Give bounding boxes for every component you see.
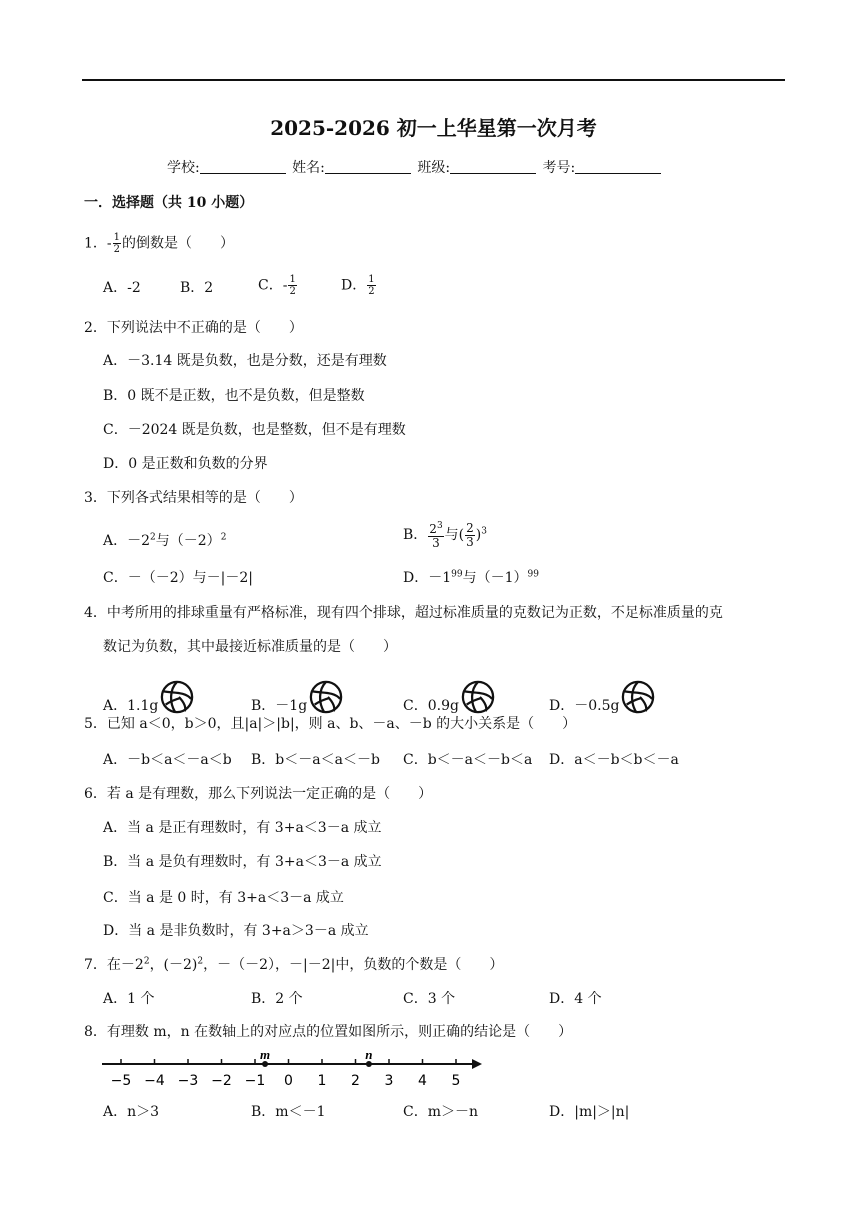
q3-a-sup1: 2: [150, 532, 156, 543]
tick-label: 5: [451, 1073, 461, 1089]
q3-b-frac1: [428, 520, 443, 550]
q2-option-d[interactable]: D．0 是正数和负数的分界: [103, 456, 268, 472]
class-label: 班级:: [417, 160, 451, 176]
q4-c-text: C．0.9g: [403, 698, 459, 714]
q3-b-sup-a: 3: [436, 521, 443, 531]
question-1: [84, 232, 234, 255]
q7-option-a[interactable]: A．1 个: [103, 991, 155, 1007]
section-heading: 一．选择题（共 10 小题）: [84, 195, 254, 211]
tick-label: 1: [317, 1073, 327, 1089]
q8-option-b[interactable]: B．m＜－1: [251, 1104, 326, 1120]
tick-label: −2: [211, 1073, 232, 1089]
q2-option-b[interactable]: B．0 既不是正数，也不是负数，但是整数: [103, 388, 365, 404]
tick-label: −1: [244, 1073, 266, 1089]
question-5: 5．已知 a＜0，b＞0，且|a|＞|b|，则 a、b、－a、－b 的大小关系是（ ）: [84, 716, 577, 732]
question-7: [84, 954, 503, 974]
q7-option-c[interactable]: C．3 个: [403, 991, 456, 1007]
q4-option-a[interactable]: [103, 680, 194, 715]
q3-b-sup-b: 3: [481, 526, 487, 537]
q6-option-b[interactable]: B．当 a 是负有理数时，有 3+a＜3－a 成立: [103, 854, 382, 870]
q3-b-frac2-num: 2: [466, 520, 474, 535]
tick-label: 3: [384, 1073, 394, 1089]
q6-option-a[interactable]: A．当 a 是正有理数时，有 3+a＜3－a 成立: [103, 820, 382, 836]
volleyball-icon: [461, 680, 495, 714]
header-rule: [82, 79, 785, 81]
q7-sup2: 2: [197, 956, 204, 967]
q3-a-pre: A．－2: [103, 533, 151, 549]
q7-stem-pre: 7．在－2: [84, 957, 144, 973]
q5-option-a[interactable]: A．－b＜a＜－a＜b: [103, 752, 232, 768]
q1-frac-num: 1: [113, 232, 121, 243]
question-2: 2．下列说法中不正确的是（ ）: [84, 320, 303, 336]
q7-stem-mid1: ，(－2): [149, 957, 198, 973]
q1-option-a[interactable]: A．-2: [103, 280, 141, 296]
q4-b-text: B．－1g: [251, 698, 308, 714]
q7-option-d[interactable]: D．4 个: [549, 991, 602, 1007]
volleyball-icon: [309, 680, 343, 714]
q1-d-fraction: [367, 274, 375, 297]
q3-b-frac2-den: 3: [466, 534, 474, 549]
school-label: 学校:: [167, 160, 200, 176]
q8-option-c[interactable]: C．m＞－n: [403, 1104, 479, 1120]
q1-c-den: 2: [289, 286, 296, 297]
q3-b-frac1-den: 3: [432, 536, 440, 550]
number-label: 考号:: [542, 160, 576, 176]
q7-stem-mid2: ，－（－2），－|－2|中，负数的个数是（ ）: [203, 957, 504, 973]
q3-option-d[interactable]: [403, 567, 539, 587]
q1-stem-post: 的倒数是（ ）: [122, 235, 235, 252]
page-title: 2025-2026 初一上华星第一次月考: [270, 116, 597, 140]
q5-option-c[interactable]: C．b＜－a＜－b＜a: [403, 752, 533, 768]
q3-b-frac2: [465, 522, 475, 549]
q1-d-num: 1: [368, 274, 375, 285]
number-line: [100, 1048, 490, 1094]
question-4-line1: 4．中考所用的排球重量有严格标准，现有四个排球，超过标准质量的克数记为正数，不足标准质量的克: [84, 605, 723, 621]
name-blank[interactable]: [325, 159, 411, 174]
q1-frac-den: 2: [113, 244, 121, 255]
q1-d-pre: D．: [341, 277, 367, 294]
question-4-line2: 数记为负数，其中最接近标准质量的是（ ）: [103, 639, 397, 655]
q4-option-b[interactable]: [251, 680, 343, 715]
q1-c-num: 1: [289, 274, 296, 285]
q7-sup1: 2: [143, 956, 150, 967]
q3-option-b[interactable]: [403, 520, 487, 550]
q3-d-sup2: 99: [527, 569, 539, 580]
q3-d-sup1: 99: [451, 569, 463, 580]
q1-option-d[interactable]: [341, 274, 377, 297]
axis-arrow: [472, 1059, 482, 1069]
q3-b-post: ): [475, 527, 482, 543]
q1-c-pre: C．-: [258, 277, 288, 294]
q5-option-b[interactable]: B．b＜－a＜a＜－b: [251, 752, 380, 768]
q4-option-c[interactable]: [403, 680, 495, 715]
q1-option-b[interactable]: B．2: [180, 280, 214, 296]
question-3: 3．下列各式结果相等的是（ ）: [84, 490, 303, 506]
tick-label: 0: [284, 1073, 293, 1089]
volleyball-icon: [621, 680, 655, 714]
student-info: [167, 157, 663, 177]
q3-option-c[interactable]: C．－（－2）与－|－2|: [103, 570, 253, 586]
question-8: 8．有理数 m，n 在数轴上的对应点的位置如图所示，则正确的结论是（ ）: [84, 1024, 573, 1040]
question-6: 6．若 a 是有理数，那么下列说法一定正确的是（ ）: [84, 786, 433, 802]
q6-option-d[interactable]: D．当 a 是非负数时，有 3+a＞3－a 成立: [103, 923, 369, 939]
q4-d-text: D．－0.5g: [549, 698, 620, 714]
number-blank[interactable]: [575, 159, 661, 174]
volleyball-icon: [160, 680, 194, 714]
q8-option-d[interactable]: D．|m|＞|n|: [549, 1104, 630, 1120]
q1-stem-pre: 1．-: [84, 235, 112, 252]
m-label: m: [259, 1048, 271, 1062]
n-label: n: [365, 1048, 373, 1062]
q4-option-d[interactable]: [549, 680, 655, 715]
q6-option-c[interactable]: C．当 a 是 0 时，有 3+a＜3－a 成立: [103, 890, 344, 906]
q3-a-sup2: 2: [220, 532, 227, 543]
q1-c-fraction: [288, 274, 296, 297]
q1-d-den: 2: [368, 286, 375, 297]
q1-option-c[interactable]: [258, 274, 298, 297]
name-label: 姓名:: [292, 160, 325, 176]
q3-d-mid: 与（－1）: [462, 570, 528, 586]
q3-a-mid: 与（－2）: [155, 533, 221, 549]
tick-label: −4: [144, 1073, 165, 1089]
q3-b-mid: 与(: [444, 527, 465, 543]
q2-option-c[interactable]: C．－2024 既是负数，也是整数，但不是有理数: [103, 422, 406, 438]
q7-option-b[interactable]: B．2 个: [251, 991, 303, 1007]
q4-a-text: A．1.1g: [103, 698, 159, 714]
class-blank[interactable]: [450, 159, 536, 174]
q3-d-pre: D．－1: [403, 570, 452, 586]
q1-fraction: [113, 232, 121, 255]
tick-label: 4: [418, 1073, 427, 1089]
q8-option-a[interactable]: A．n＞3: [103, 1104, 160, 1120]
q3-option-a[interactable]: [103, 530, 226, 550]
q5-option-d[interactable]: D．a＜－b＜b＜－a: [549, 752, 679, 768]
q3-b-pre: B．: [403, 527, 428, 543]
tick-label: 2: [351, 1073, 360, 1089]
tick-label: −5: [110, 1073, 132, 1089]
q3-b-frac1-num: $2^3$: [429, 521, 443, 536]
q2-option-a[interactable]: A．－3.14 既是负数，也是分数，还是有理数: [103, 353, 387, 369]
school-blank[interactable]: [200, 159, 286, 174]
tick-label: −3: [177, 1073, 199, 1089]
